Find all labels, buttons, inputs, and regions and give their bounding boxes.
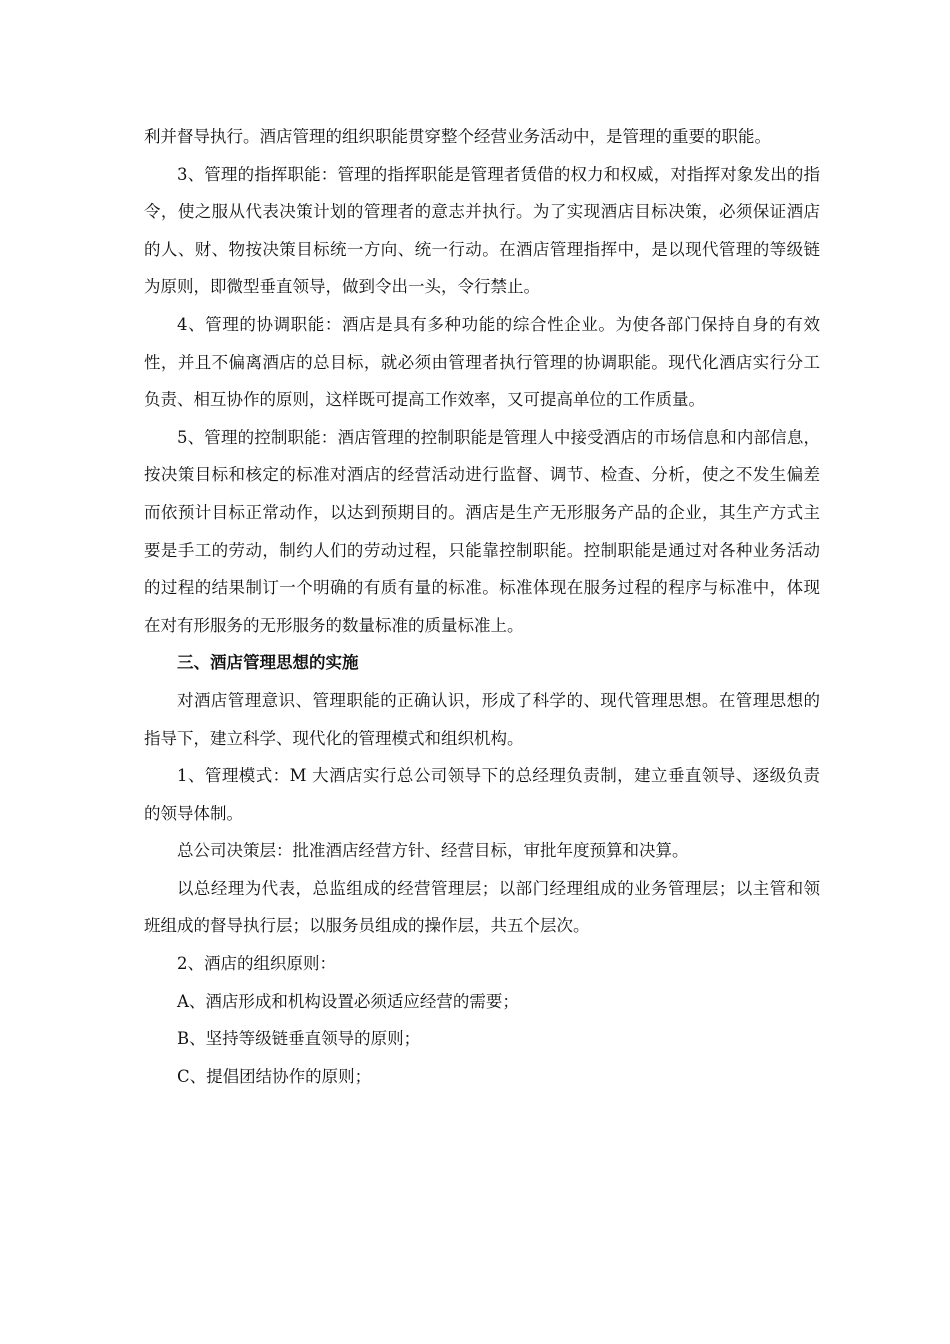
paragraph-control-function: 5、管理的控制职能：酒店管理的控制职能是管理人中接受酒店的市场信息和内部信息，按决策目标和核定的标准对酒店的经营活动进行监督、调节、检查、分析，使之不发生偏差而依预计目标正常动作，以达到预期目的。酒店是生产无形服务产品的企业，其生产方式主要是手工的劳动，制约人们的劳动过程，只能靠控制职能。控制职能是通过对各种业务活动的过程的结果制订一个明确的有质有量的标准。标准体现在服务过程的程序与标准中，体现在对有形服务的无形服务的数量标准的质量标准上。: [144, 427, 820, 635]
paragraph-five-levels: 以总经理为代表，总监组成的经营管理层；以部门经理组成的业务管理层；以主管和领班组成的督导执行层；以服务员组成的操作层，共五个层次。: [144, 878, 820, 936]
paragraph-command-function: 3、管理的指挥职能：管理的指挥职能是管理者赁借的权力和权威，对指挥对象发出的指令，使之服从代表决策计划的管理者的意志并执行。为了实现酒店目标决策，必须保证酒店的人、财、物按决策目标统一方向、统一行动。在酒店管理指挥中，是以现代管理的等级链为原则，即微型垂直领导，做到令出一头，令行禁止。: [144, 164, 820, 297]
paragraph-organization-principles: 2、酒店的组织原则：: [177, 954, 336, 974]
list-item-principle-a: A、酒店形成和机构设置必须适应经营的需要；: [177, 991, 519, 1011]
document-body: [144, 118, 820, 1095]
paragraph-management-thought: 对酒店管理意识、管理职能的正确认识，形成了科学的、现代管理思想。在管理思想的指导下，建立科学、现代化的管理模式和组织机构。: [144, 690, 820, 748]
paragraph-organizing-function-end: 利并督导执行。酒店管理的组织职能贯穿整个经营业务活动中，是管理的重要的职能。: [144, 127, 771, 146]
paragraph-coordination-function: 4、管理的协调职能：酒店是具有多种功能的综合性企业。为使各部门保持自身的有效性，并且不偏离酒店的总目标，就必须由管理者执行管理的协调职能。现代化酒店实行分工负责、相互协作的原则，这样既可提高工作效率，又可提高单位的工作质量。: [144, 314, 820, 410]
list-item-principle-c: C、提倡团结协作的原则；: [177, 1066, 372, 1086]
paragraph-decision-layer: 总公司决策层：批准酒店经营方针、经营目标，审批年度预算和决算。: [177, 841, 689, 861]
section-heading-implementation: 三、酒店管理思想的实施: [177, 653, 359, 673]
list-item-principle-b: B、坚持等级链垂直领导的原则；: [177, 1029, 421, 1049]
paragraph-management-mode: 1、管理模式：M 大酒店实行总公司领导下的总经理负责制，建立垂直领导、逐级负责的领导体制。: [144, 766, 820, 823]
